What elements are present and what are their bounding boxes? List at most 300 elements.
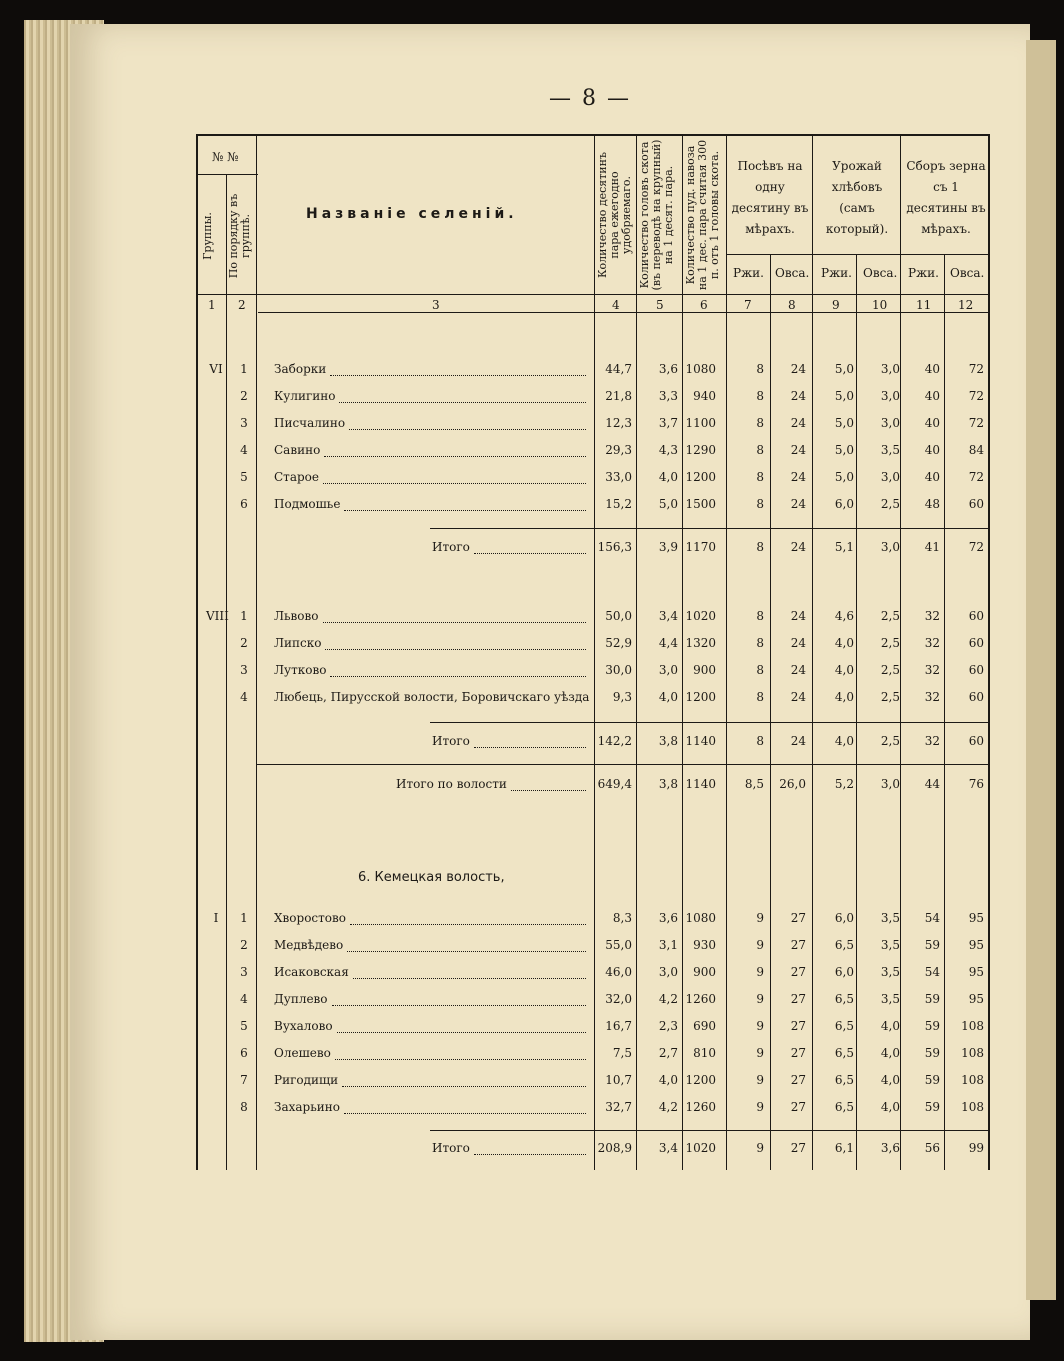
- header-order: По порядку въ группѣ.: [227, 193, 252, 279]
- dot-leader: [342, 1085, 586, 1087]
- cell-c8: 27: [790, 1100, 806, 1114]
- cell-c8: 27: [790, 1046, 806, 1060]
- cell-c6: 1200: [685, 690, 716, 704]
- cell-c10: 3,0: [880, 416, 900, 430]
- cell-c7: 8: [756, 540, 764, 554]
- cell-c5: 4,0: [658, 470, 678, 484]
- cell-c10: 2,5: [880, 497, 900, 511]
- cell-c11: 32: [924, 734, 940, 748]
- dot-leader: [511, 789, 586, 791]
- village-name: Подмошье: [274, 497, 341, 511]
- cell-c5: 3,0: [658, 965, 678, 979]
- dot-leader: [324, 455, 586, 457]
- village-name: Олешево: [274, 1046, 331, 1060]
- cell-c5: 2,3: [658, 1019, 678, 1033]
- cell-c6: 810: [693, 1046, 716, 1060]
- cell-c4: 9,3: [612, 690, 632, 704]
- page-number: — 8 —: [549, 86, 631, 111]
- order-cell: 2: [240, 938, 248, 952]
- cell-c5: 5,0: [658, 497, 678, 511]
- cell-c11: 40: [924, 389, 940, 403]
- colnum-5: 5: [656, 298, 664, 312]
- cell-c6: 1170: [685, 540, 716, 554]
- village-name: Кулигино: [274, 389, 336, 403]
- cell-c10: 3,5: [880, 965, 900, 979]
- dot-leader: [350, 923, 586, 925]
- cell-c12: 108: [961, 1073, 984, 1087]
- cell-c8: 24: [790, 636, 806, 650]
- cell-c9: 5,0: [834, 416, 854, 430]
- cell-c7: 9: [756, 992, 764, 1006]
- cell-c11: 48: [924, 497, 940, 511]
- header-harvest-oats: Овса.: [863, 266, 898, 280]
- dot-leader: [339, 401, 586, 403]
- table-row: [196, 1100, 990, 1124]
- cell-c9: 6,5: [834, 938, 854, 952]
- table-row: [196, 911, 990, 935]
- cell-c11: 59: [924, 1073, 940, 1087]
- cell-c10: 4,0: [880, 1046, 900, 1060]
- right-page-edge: [1026, 40, 1056, 1300]
- village-name: Липско: [274, 636, 322, 650]
- cell-c6: 1020: [685, 609, 716, 623]
- total-row: [196, 734, 990, 758]
- colnum-12: 12: [958, 298, 974, 312]
- village-name: Итого: [432, 540, 470, 554]
- cell-c12: 95: [968, 992, 984, 1006]
- cell-c4: 16,7: [605, 1019, 632, 1033]
- village-name: Дуплево: [274, 992, 328, 1006]
- cell-c9: 4,0: [834, 636, 854, 650]
- cell-c5: 4,0: [658, 690, 678, 704]
- cell-c8: 27: [790, 911, 806, 925]
- cell-c12: 76: [968, 777, 984, 791]
- cell-c6: 1260: [685, 1100, 716, 1114]
- cell-c4: 30,0: [605, 663, 632, 677]
- header-grain-rye: Ржи.: [908, 266, 939, 280]
- cell-c6: 940: [693, 389, 716, 403]
- cell-c8: 24: [790, 362, 806, 376]
- cell-c9: 5,2: [834, 777, 854, 791]
- cell-c9: 4,0: [834, 734, 854, 748]
- cell-c12: 95: [968, 938, 984, 952]
- cell-c7: 8: [756, 690, 764, 704]
- cell-c4: 10,7: [605, 1073, 632, 1087]
- village-name: Львово: [274, 609, 319, 623]
- cell-c12: 95: [968, 965, 984, 979]
- cell-c8: 24: [790, 663, 806, 677]
- header-sowing: Посѣвъ на одну десятину въ мѣрахъ.: [731, 159, 809, 236]
- colnum-10: 10: [872, 298, 888, 312]
- cell-c7: 8: [756, 734, 764, 748]
- dot-leader: [335, 1058, 586, 1060]
- table-row: [196, 443, 990, 467]
- cell-c4: 33,0: [605, 470, 632, 484]
- cell-c5: 4,3: [658, 443, 678, 457]
- table-row: [196, 690, 990, 714]
- cell-c9: 6,5: [834, 1019, 854, 1033]
- cell-c6: 1140: [685, 777, 716, 791]
- cell-c7: 9: [756, 1019, 764, 1033]
- dot-leader: [325, 648, 586, 650]
- cell-c7: 9: [756, 965, 764, 979]
- order-cell: 4: [240, 992, 248, 1006]
- cell-c7: 9: [756, 911, 764, 925]
- colnum-2: 2: [238, 298, 246, 312]
- order-cell: 1: [240, 362, 248, 376]
- cell-c8: 27: [790, 965, 806, 979]
- cell-c4: 7,5: [612, 1046, 632, 1060]
- cell-c9: 6,0: [834, 497, 854, 511]
- order-cell: 3: [240, 663, 248, 677]
- cell-c10: 3,5: [880, 911, 900, 925]
- cell-c11: 59: [924, 1019, 940, 1033]
- village-name: Медвѣдево: [274, 938, 344, 952]
- cell-c8: 24: [790, 443, 806, 457]
- cell-c9: 6,0: [834, 911, 854, 925]
- cell-c12: 72: [968, 389, 984, 403]
- group-cell: VIII: [206, 609, 229, 623]
- cell-c4: 32,0: [605, 992, 632, 1006]
- header-bottom-rule: [196, 294, 990, 295]
- cell-c11: 56: [924, 1141, 940, 1155]
- dot-leader: [474, 746, 586, 748]
- cell-c5: 3,7: [658, 416, 678, 430]
- cell-c12: 60: [968, 734, 984, 748]
- colnum-3: 3: [432, 298, 440, 312]
- cell-c11: 59: [924, 938, 940, 952]
- cell-c8: 24: [790, 497, 806, 511]
- colnum-9: 9: [832, 298, 840, 312]
- cell-c4: 52,9: [605, 636, 632, 650]
- cell-c10: 2,5: [880, 636, 900, 650]
- cell-c11: 32: [924, 663, 940, 677]
- cell-c11: 54: [924, 965, 940, 979]
- cell-c5: 3,9: [658, 540, 678, 554]
- cell-c10: 3,0: [880, 540, 900, 554]
- cell-c5: 4,2: [658, 1100, 678, 1114]
- cell-c6: 1200: [685, 470, 716, 484]
- cell-c6: 1080: [685, 911, 716, 925]
- cell-c11: 40: [924, 443, 940, 457]
- dot-leader: [344, 1112, 586, 1114]
- order-cell: 3: [240, 965, 248, 979]
- cell-c7: 9: [756, 1141, 764, 1155]
- no-sep-rule: [196, 174, 258, 175]
- cell-c12: 60: [968, 609, 984, 623]
- village-name: Писчалино: [274, 416, 346, 430]
- cell-c7: 8: [756, 389, 764, 403]
- cell-c9: 4,6: [834, 609, 854, 623]
- cell-c10: 4,0: [880, 1073, 900, 1087]
- order-cell: 1: [240, 609, 248, 623]
- cell-c5: 3,1: [658, 938, 678, 952]
- village-name: Старое: [274, 470, 319, 484]
- cell-c10: 3,0: [880, 470, 900, 484]
- cell-c5: 2,7: [658, 1046, 678, 1060]
- village-name: Любець, Пирусской волости, Боровичскаго уѣзда: [274, 690, 590, 704]
- cell-c10: 3,0: [880, 389, 900, 403]
- cell-c9: 6,0: [834, 965, 854, 979]
- cell-c10: 2,5: [880, 690, 900, 704]
- dot-leader: [349, 428, 586, 430]
- cell-c9: 5,0: [834, 443, 854, 457]
- header-col6: Количество пуд. навоза на 1 дес. пара считая 300 п. отъ 1 головы скота.: [684, 139, 721, 291]
- cell-c10: 3,0: [880, 362, 900, 376]
- dot-leader: [323, 482, 586, 484]
- group-cell: VI: [209, 362, 223, 376]
- cell-c7: 8: [756, 443, 764, 457]
- header-harvest: Урожай хлѣбовъ (самъ который).: [825, 159, 889, 236]
- village-name: Хворостово: [274, 911, 346, 925]
- header-harvest-rye: Ржи.: [821, 266, 852, 280]
- total-row: [196, 1141, 990, 1165]
- cell-c12: 72: [968, 416, 984, 430]
- cell-c4: 142,2: [597, 734, 632, 748]
- cell-c10: 3,0: [880, 777, 900, 791]
- cell-c9: 5,1: [834, 540, 854, 554]
- cell-c12: 99: [968, 1141, 984, 1155]
- cell-c9: 6,5: [834, 1100, 854, 1114]
- header-groups: Группы.: [201, 212, 214, 260]
- table-row: [196, 965, 990, 989]
- order-cell: 6: [240, 1046, 248, 1060]
- table-row: [196, 609, 990, 633]
- cell-c7: 9: [756, 1073, 764, 1087]
- cell-c7: 9: [756, 938, 764, 952]
- header-col5: Количество головъ скота (въ переводѣ на крупный) на 1 десят. пара.: [638, 139, 675, 291]
- header-grain: Сборъ зерна съ 1 десятины въ мѣрахъ.: [906, 159, 986, 236]
- cell-c7: 8: [756, 663, 764, 677]
- sowing-sub-rule: [726, 254, 990, 255]
- cell-c8: 27: [790, 992, 806, 1006]
- cell-c8: 26,0: [779, 777, 806, 791]
- cell-c4: 21,8: [605, 389, 632, 403]
- cell-c7: 8: [756, 497, 764, 511]
- cell-c11: 59: [924, 1046, 940, 1060]
- cell-c11: 54: [924, 911, 940, 925]
- cell-c9: 6,5: [834, 1046, 854, 1060]
- table-row: [196, 416, 990, 440]
- cell-c10: 3,5: [880, 992, 900, 1006]
- cell-c10: 3,5: [880, 443, 900, 457]
- order-cell: 2: [240, 636, 248, 650]
- table-row: [196, 663, 990, 687]
- village-name: Савино: [274, 443, 321, 457]
- cell-c8: 24: [790, 734, 806, 748]
- village-name: Заборки: [274, 362, 327, 376]
- order-cell: 4: [240, 443, 248, 457]
- cell-c12: 84: [968, 443, 984, 457]
- colnum-11: 11: [916, 298, 932, 312]
- cell-c8: 24: [790, 470, 806, 484]
- cell-c10: 3,6: [880, 1141, 900, 1155]
- cell-c12: 108: [961, 1100, 984, 1114]
- cell-c9: 4,0: [834, 663, 854, 677]
- cell-c9: 5,0: [834, 362, 854, 376]
- cell-c9: 6,5: [834, 1073, 854, 1087]
- group-cell: I: [213, 911, 219, 925]
- cell-c4: 208,9: [597, 1141, 632, 1155]
- village-name: Итого по волости: [396, 777, 507, 791]
- cell-c6: 1500: [685, 497, 716, 511]
- table-row: [196, 636, 990, 660]
- cell-c11: 40: [924, 470, 940, 484]
- cell-c9: 4,0: [834, 690, 854, 704]
- cell-c5: 3,8: [658, 734, 678, 748]
- colnum-6: 6: [700, 298, 708, 312]
- cell-c7: 9: [756, 1046, 764, 1060]
- cell-c4: 46,0: [605, 965, 632, 979]
- cell-c8: 24: [790, 609, 806, 623]
- cell-c8: 24: [790, 416, 806, 430]
- cell-c4: 156,3: [597, 540, 632, 554]
- table-row: [196, 1046, 990, 1070]
- cell-c5: 4,4: [658, 636, 678, 650]
- total-rule: [256, 764, 988, 765]
- table-row: [196, 992, 990, 1016]
- order-cell: 5: [240, 1019, 248, 1033]
- header-sowing-rye: Ржи.: [733, 266, 764, 280]
- order-cell: 6: [240, 497, 248, 511]
- village-name: Ригодищи: [274, 1073, 339, 1087]
- cell-c8: 27: [790, 1019, 806, 1033]
- cell-c11: 44: [924, 777, 940, 791]
- cell-c12: 72: [968, 470, 984, 484]
- cell-c4: 15,2: [605, 497, 632, 511]
- cell-c12: 108: [961, 1046, 984, 1060]
- cell-c6: 930: [693, 938, 716, 952]
- cell-c8: 27: [790, 1073, 806, 1087]
- colnum-4: 4: [612, 298, 620, 312]
- cell-c11: 41: [924, 540, 940, 554]
- cell-c8: 27: [790, 938, 806, 952]
- cell-c9: 5,0: [834, 389, 854, 403]
- dot-leader: [347, 950, 586, 952]
- cell-c10: 3,5: [880, 938, 900, 952]
- cell-c6: 1080: [685, 362, 716, 376]
- cell-c5: 4,2: [658, 992, 678, 1006]
- cell-c4: 32,7: [605, 1100, 632, 1114]
- cell-c10: 4,0: [880, 1100, 900, 1114]
- colnum-1: 1: [208, 298, 216, 312]
- cell-c7: 8: [756, 636, 764, 650]
- cell-c4: 50,0: [605, 609, 632, 623]
- header-no: № №: [212, 150, 239, 164]
- order-cell: 3: [240, 416, 248, 430]
- cell-c12: 60: [968, 663, 984, 677]
- cell-c12: 72: [968, 362, 984, 376]
- cell-c5: 3,3: [658, 389, 678, 403]
- cell-c12: 108: [961, 1019, 984, 1033]
- cell-c9: 6,5: [834, 992, 854, 1006]
- order-cell: 1: [240, 911, 248, 925]
- cell-c9: 6,1: [834, 1141, 854, 1155]
- cell-c4: 649,4: [597, 777, 632, 791]
- cell-c6: 900: [693, 965, 716, 979]
- table-row: [196, 938, 990, 962]
- cell-c5: 3,0: [658, 663, 678, 677]
- cell-c5: 3,6: [658, 362, 678, 376]
- cell-c6: 1320: [685, 636, 716, 650]
- dot-leader: [344, 509, 586, 511]
- cell-c10: 2,5: [880, 734, 900, 748]
- cell-c8: 24: [790, 690, 806, 704]
- table-row: [196, 362, 990, 386]
- cell-c11: 40: [924, 362, 940, 376]
- cell-c6: 900: [693, 663, 716, 677]
- dot-leader: [474, 1153, 586, 1155]
- cell-c6: 1290: [685, 443, 716, 457]
- table-row: [196, 389, 990, 413]
- colnum-8: 8: [788, 298, 796, 312]
- cell-c7: 8,5: [744, 777, 764, 791]
- cell-c5: 3,8: [658, 777, 678, 791]
- cell-c6: 1200: [685, 1073, 716, 1087]
- cell-c7: 8: [756, 470, 764, 484]
- cell-c4: 44,7: [605, 362, 632, 376]
- dot-leader: [330, 675, 586, 677]
- village-name: Захарьино: [274, 1100, 340, 1114]
- cell-c5: 3,6: [658, 911, 678, 925]
- cell-c7: 8: [756, 609, 764, 623]
- dot-leader: [332, 1004, 586, 1006]
- cell-c12: 72: [968, 540, 984, 554]
- cell-c7: 9: [756, 1100, 764, 1114]
- cell-c6: 690: [693, 1019, 716, 1033]
- total-row: [196, 540, 990, 564]
- cell-c6: 1140: [685, 734, 716, 748]
- cell-c11: 59: [924, 1100, 940, 1114]
- header-sowing-oats: Овса.: [775, 266, 810, 280]
- dot-leader: [323, 621, 586, 623]
- section-title: 6. Кемецкая волость,: [358, 870, 505, 885]
- cell-c8: 27: [790, 1141, 806, 1155]
- cell-c11: 40: [924, 416, 940, 430]
- header-col4: Количество десятинъ пара ежегодно удобряемаго.: [596, 152, 633, 278]
- subtotal-rule-3: [430, 1130, 988, 1131]
- village-name: Итого: [432, 734, 470, 748]
- subtotal-rule-1: [430, 528, 988, 529]
- cell-c8: 24: [790, 389, 806, 403]
- dot-leader: [474, 552, 586, 554]
- colnum-7: 7: [744, 298, 752, 312]
- cell-c11: 32: [924, 636, 940, 650]
- cell-c5: 3,4: [658, 1141, 678, 1155]
- cell-c10: 2,5: [880, 663, 900, 677]
- cell-c12: 60: [968, 497, 984, 511]
- cell-c10: 2,5: [880, 609, 900, 623]
- total-row: [196, 777, 990, 801]
- table-top-rule: [196, 134, 990, 136]
- order-cell: 5: [240, 470, 248, 484]
- table-row: [196, 1073, 990, 1097]
- dot-leader: [330, 374, 586, 376]
- cell-c4: 29,3: [605, 443, 632, 457]
- header-name: Названiе селенiй.: [306, 206, 518, 222]
- cell-c9: 5,0: [834, 470, 854, 484]
- table-row: [196, 497, 990, 521]
- order-cell: 2: [240, 389, 248, 403]
- colnum-bottom-rule: [258, 312, 990, 313]
- cell-c11: 32: [924, 690, 940, 704]
- cell-c4: 55,0: [605, 938, 632, 952]
- table-row: [196, 1019, 990, 1043]
- cell-c10: 4,0: [880, 1019, 900, 1033]
- village-name: Вухалово: [274, 1019, 333, 1033]
- cell-c4: 8,3: [612, 911, 632, 925]
- cell-c12: 60: [968, 636, 984, 650]
